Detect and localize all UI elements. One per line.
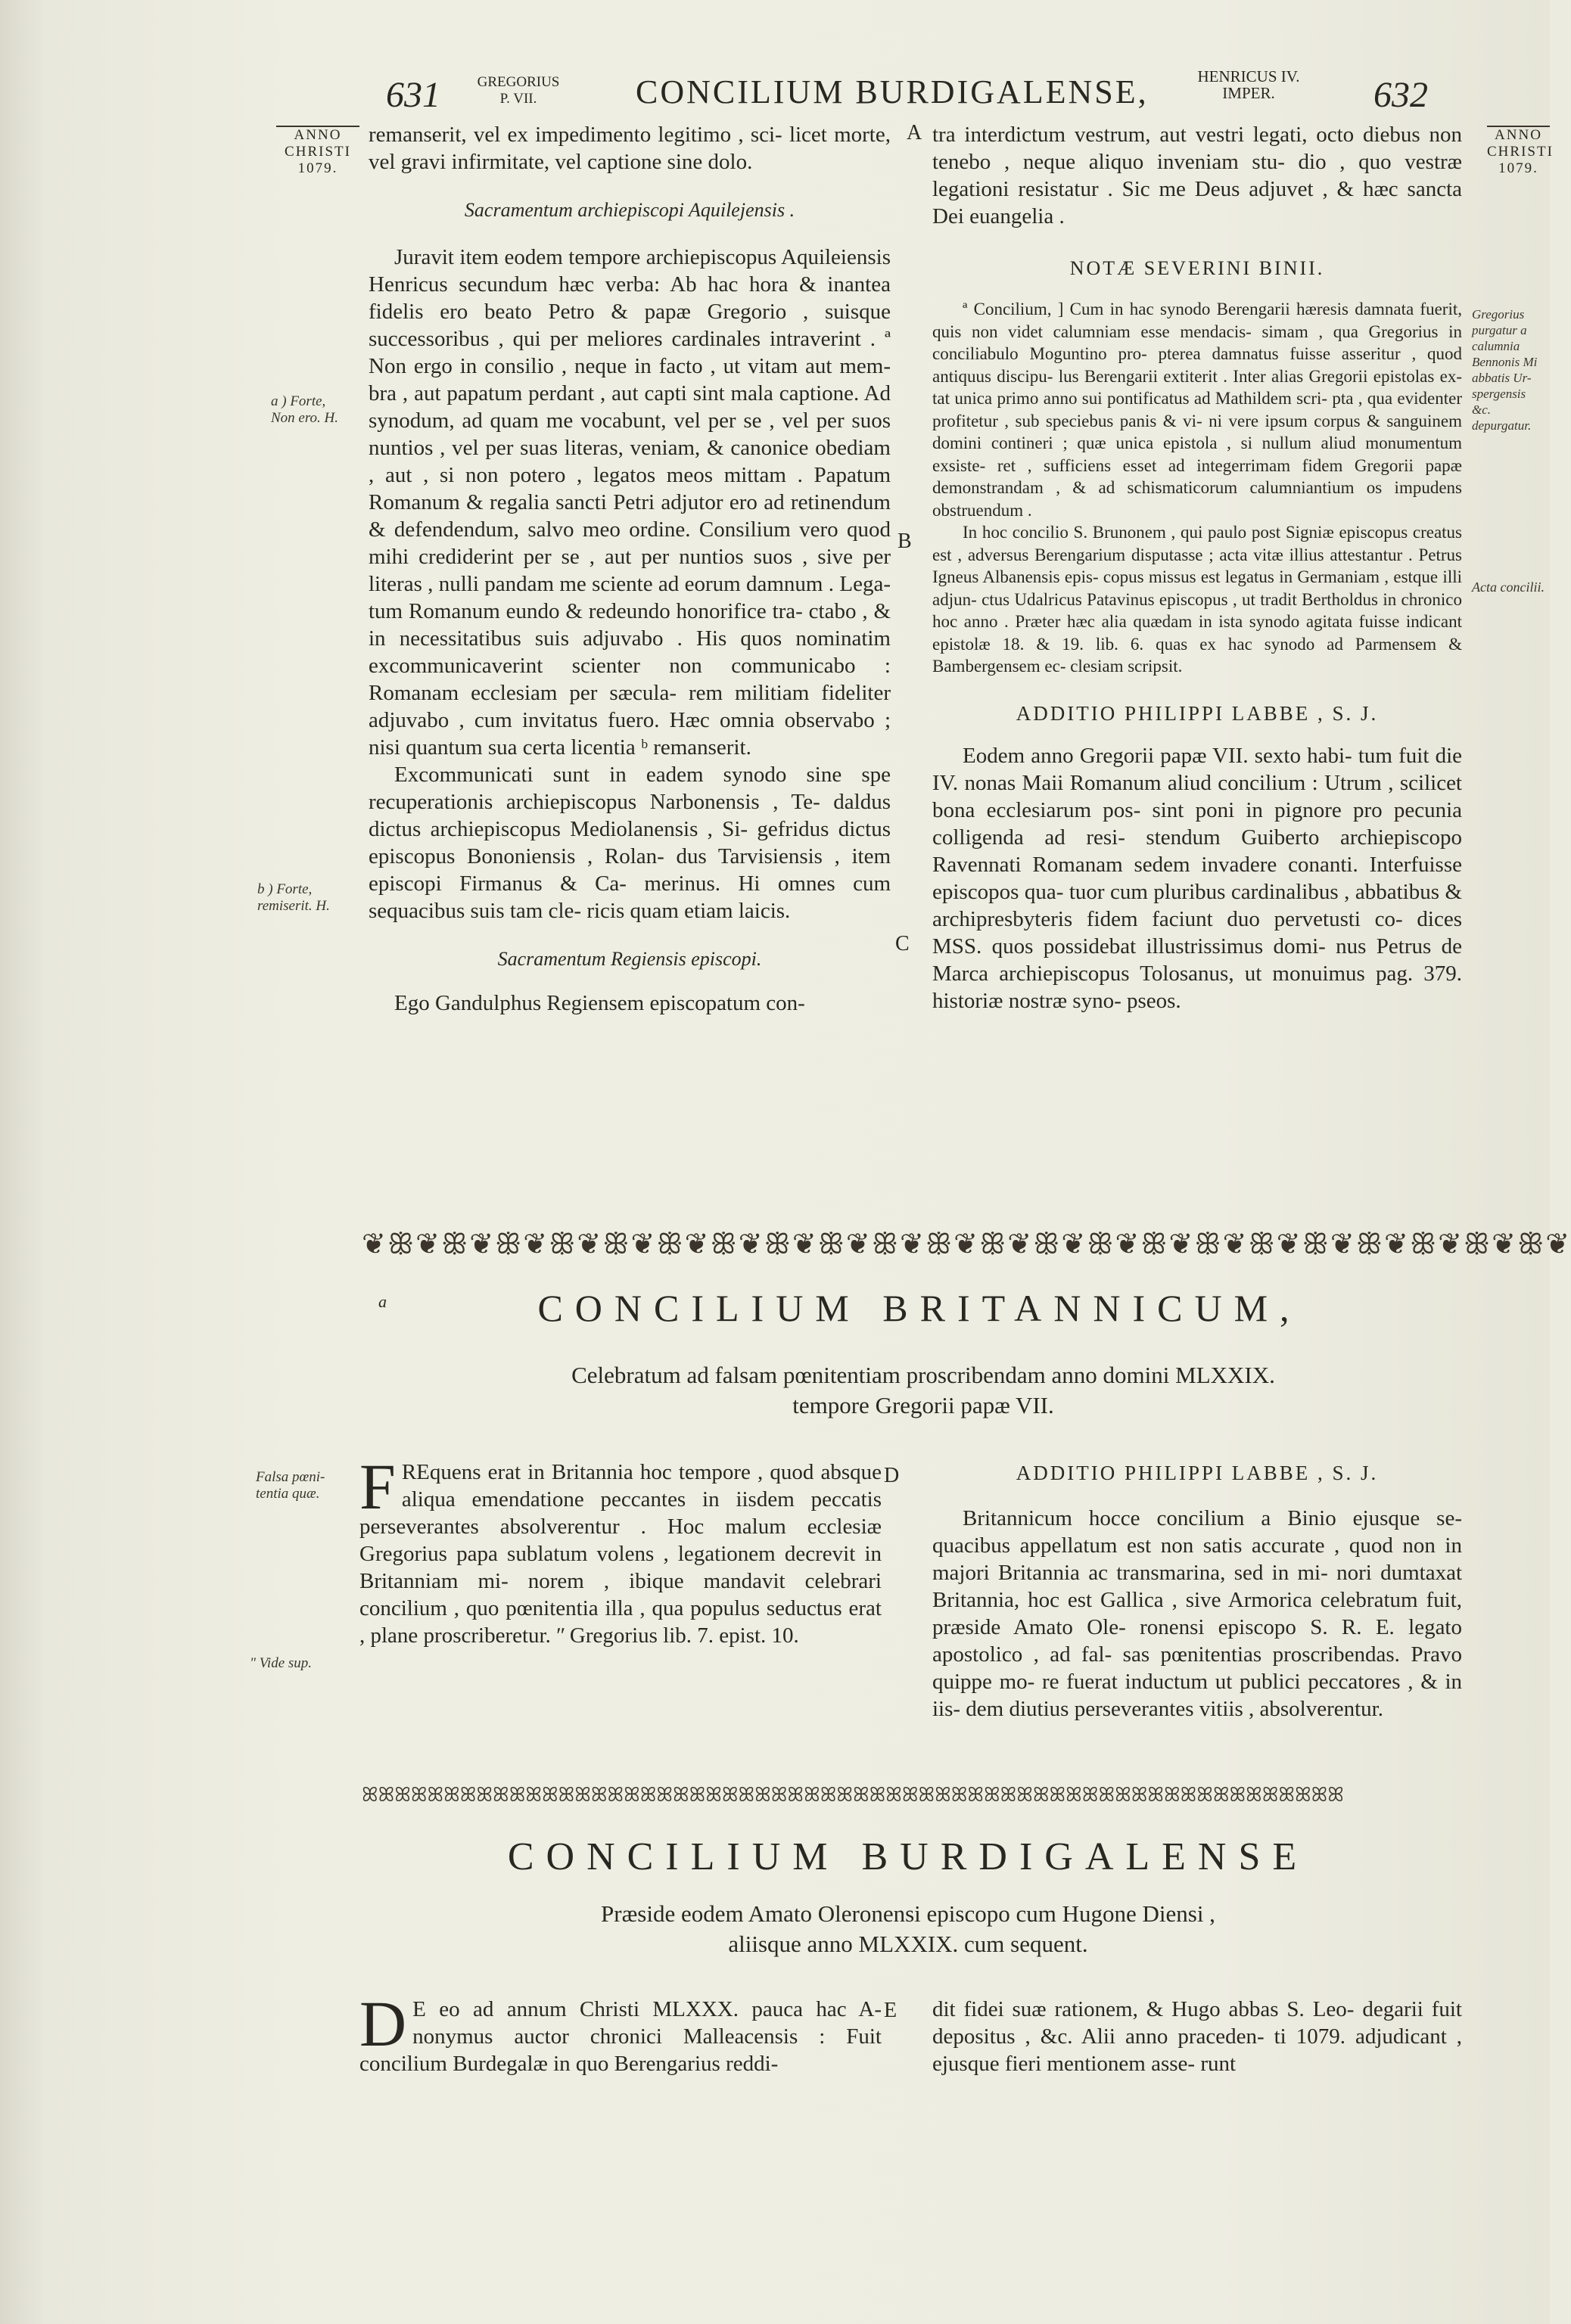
margin-note-a-1: a ) Forte, [271, 393, 326, 409]
margin-year-left-3: 1079. [297, 160, 338, 176]
left-para-4: Ego Gandulphus Regiensem episcopatum con- [394, 991, 805, 1015]
margin-note-b [257, 881, 363, 915]
page-number-left: 631 [386, 75, 440, 115]
left-column [369, 121, 891, 1017]
ornament-band-1: ❦ꕥ❦ꕥ❦ꕥ❦ꕥ❦ꕥ❦ꕥ❦ꕥ❦ꕥ❦ꕥ❦ꕥ❦ꕥ❦ꕥ❦ꕥ❦ꕥ❦ꕥ❦ꕥ❦ꕥ❦ꕥ❦ꕥ❦ꕥ❦ꕥ❦ꕥ❦ [362, 1227, 1571, 1260]
margin-note-b-2: remiserit. H. [257, 898, 330, 914]
britannicum-title: CONCILIUM BRITANNICUM, [537, 1287, 1302, 1329]
margin-year-right [1487, 126, 1554, 177]
dropcap-f: F [359, 1450, 396, 1523]
margin-note-b-1: b ) Forte, [257, 881, 313, 897]
left-heading-2: Sacramentum Regiensis episcopi. [497, 948, 762, 970]
margin-note-right-1a: Gregorius purgatur a calumnia [1472, 307, 1527, 353]
britannicum-subtitle [378, 1360, 1468, 1421]
britannicum-left-body: REquens erat in Britannia hoc tempore , quod absque aliqua emendatione peccantes in iisdem peccatis perseverantes absolverentur . Hoc malum ecclesiæ Gregorius papa sublatum volens , legationem decrevit in Britanniam mi- norem , ibique mandavit celebrari concilium , quo pœnitentia illa , qua populus seductus erat , plane proscriberetur. ʺ Gregorius lib. 7. epist. 10. [359, 1460, 882, 1648]
left-para-3: Excommunicati sunt in eadem synodo sine spe recuperationis archiepiscopus Narbonensis , Te- daldus dictus archiepiscopus Mediolanensis , Si- gefridus dictus episcopus Bononiensis , Rolan- dus Tarvisiensis , item episcopi Firmanus & Ca- merinus. Hi omnes cum sequacibus suis tam cle- ricis quam etiam laicis. [369, 763, 891, 923]
left-para-2: Juravit item eodem tempore archiepiscopus Aquileiensis Henricus secundum hæc verba: Ab hac hora & inantea fidelis ero beato Petro & papæ Gregorio , suisque successoribus , qui per meliores cardinales intraverint . ª Non ergo in consilio , neque in facto , ut vitam aut mem- bra , aut papatum perdant , aut capti sint mala captione. Ad synodum, ad quam me vocabunt, vel per se , vel per suos nuntios , vel per suas literas, veniam, & canonice obediam , aut , si non potero , legatos meos mittam . Papatum Romanum & regalia sancti Petri adjutor ero ad retinendum & defendendum, salvo meo ordine. Consilium vero quod mihi crediderint per se , aut per nuntios suos , sive per literas , nulli pandam me sciente ad eorum damnum . Lega- tum Romanum eundo & redeundo honorifice tra- ctabo , & in necessitatibus suis adjuvabo . His quos nominatim excommunicaverint scienter non communicabo : Romanam ecclesiam per sæcula- rem militiam fideliter adjuvabo , cum invitatus fuero. Hæc omnia observabo ; nisi quantum sua certa licentia ᵇ remanserit. [369, 245, 891, 760]
burdigalense-right-text: dit fidei suæ rationem, & Hugo abbas S. Leo- degarii fuit depositus , &c. Alii anno praceden- ti 1079. adjudicant , ejusque fieri mentionem asse- runt [932, 1997, 1462, 2076]
col-marker-d: D [884, 1464, 900, 1487]
ornament-band-2: ꕤꕤꕤꕤꕤꕤꕤꕤꕤꕤꕤꕤꕤꕤꕤꕤꕤꕤꕤꕤꕤꕤꕤꕤꕤꕤꕤꕤꕤꕤꕤꕤꕤꕤꕤꕤꕤꕤꕤꕤꕤꕤꕤꕤꕤꕤꕤꕤꕤꕤꕤꕤꕤꕤꕤꕤꕤꕤꕤꕤ [362, 1784, 1344, 1807]
burdigalense-subtitle-1: Præside eodem Amato Oleronensi episcopo cum Hugone Diensi , [601, 1900, 1215, 1927]
burdigalense-subtitle [348, 1899, 1468, 1959]
right-para-1: tra interdictum vestrum, aut vestri legati, octo diebus non tenebo , neque aliquo inveniam stu- dio , quo vestræ legationi resistatur . Sic me Deus adjuvet , & hæc sancta Dei euangelia . [932, 123, 1462, 228]
burdigalense-left-body: E eo ad annum Christi MLXXX. pauca hac A- nonymus auctor chronici Malleacensis : Fuit concilium Burdegalæ in quo Berengarius reddi- [359, 1997, 882, 2076]
additio-heading-2: ADDITIO PHILIPPI LABBE , S. J. [1016, 1462, 1379, 1484]
dropcap-d: D [359, 1987, 407, 2060]
page-number-right: 632 [1373, 75, 1428, 115]
margin-note-falsa-1: Falsa pœni- [256, 1469, 325, 1485]
margin-year-left [276, 126, 359, 177]
britannicum-right-text: Britannicum hocce concilium a Binio ejusque se- quacibus appellatum est non satis accurate , quod non in majori Britannia ac transmarina, sed in mi- nori dumtaxat Britannia, hoc est Gallica , sive Armorica celebratum fuit, præside Amato Ole- ronensi episcopo S. R. E. legato apostolico , ad fal- sas pœnitentias proscribendas. Pravo quippe mo- re fuerat inductum ut publici peccatores , & in iis- dem diutius perseverantes vitiis , absolverentur. [932, 1506, 1462, 1721]
left-heading-1: Sacramentum archiepiscopi Aquilejensis . [464, 199, 795, 221]
header-right-label-2: IMPER. [1222, 84, 1275, 102]
margin-note-right-2: Acta concilii. [1472, 579, 1545, 595]
additio-para-1: Eodem anno Gregorii papæ VII. sexto habi- tum fuit die IV. nonas Maii Romanum aliud concilium : Utrum , scilicet bona ecclesiarum pos- sint poni in pignore pro pecunia colligenda ad resi- stendum Guiberto archiepiscopo Ravennati Romanam sedem invadere conanti. Interfuisse episcopos qua- tuor cum pluribus cardinalibus , abbatibus & archipresbyteris fidem faciunt duo pervetusti co- dices MSS. quos possidebat illustrissimus domi- nus Petrus de Marca archiepiscopus Tolosanus, ut monuimus pag. 379. historiæ nostræ syno- psеos. [932, 743, 1462, 1013]
header-left-label [477, 74, 560, 107]
header-left-label-2: P. VII. [499, 91, 537, 107]
britannicum-right-column [932, 1462, 1462, 1723]
margin-year-right-2: CHRISTI [1487, 144, 1554, 160]
britannicum-left-text [359, 1450, 882, 1649]
britannicum-subtitle-1: Celebratum ad falsam pœnitentiam proscribendam anno domini MLXXIX. [571, 1362, 1275, 1388]
margin-note-right-1 [1472, 306, 1548, 433]
col-marker-a: A [907, 121, 922, 144]
margin-note-right-1b: Bennonis Mi abbatis Ur- spergensis &c. depurgatur. [1472, 355, 1538, 433]
notes-block [932, 298, 1462, 678]
col-marker-c: C [895, 932, 910, 955]
margin-year-right-1: ANNO [1487, 126, 1550, 144]
margin-note-vide: ʺ Vide sup. [250, 1655, 313, 1671]
additio-heading-1: ADDITIO PHILIPPI LABBE , S. J. [1016, 701, 1379, 725]
col-marker-e: E [884, 1999, 897, 2022]
margin-year-right-3: 1079. [1498, 160, 1538, 176]
notes-heading: NOTÆ SEVERINI BINII. [1069, 257, 1325, 279]
margin-note-a [271, 393, 369, 427]
header-right-label-1: HENRICUS IV. [1197, 67, 1300, 85]
right-column [932, 121, 1462, 1014]
burdigalense-title: CONCILIUM BURDIGALENSE [507, 1835, 1309, 1878]
margin-note-a-2: Non ero. H. [271, 410, 339, 426]
britannicum-prefix: a [378, 1292, 387, 1311]
margin-note-falsa [256, 1469, 354, 1502]
britannicum-subtitle-2: tempore Gregorii papæ VII. [792, 1392, 1054, 1418]
col-marker-b: B [897, 530, 912, 553]
margin-year-left-2: CHRISTI [285, 144, 351, 160]
running-title: CONCILIUM BURDIGALENSE, [636, 73, 1149, 110]
margin-note-falsa-2: tentia quæ. [256, 1486, 320, 1502]
notes-para-1: ª Concilium, ] Cum in hac synodo Berengarii hæresis damnata fuerit, quis non videt calumniam esse mendacis- simam , qua Gregorius in conciliabulo Moguntino pro- ptereа damnatus fuisse asseritur , quod antiquus discipu- lus Berengarii extiterit . Inter alias Gregorii epistolas ex- tat unica primo anno sui pontificatus ad Mathildem scri- pta , qua evidenter profitetur , sub speciebus panis & vi- ni vere ipsum corpus & sanguinem domini contineri ; quæ unica epistola , si nullum aliud monumentum exsiste- ret , sufficiens esset ad integerrimam fidem Gregorii papæ demonstrandam , & ad schismaticorum calumniantium os impudens obstruendum . [932, 300, 1462, 520]
notes-para-2: In hoc concilio S. Brunonem , qui paulo post Signiæ episcopus creatus est , adversus Berengarium disputasse ; acta vitæ illius attestantur . Petrus Igneus Albanensis epis- copus missus est legatus in Germaniam , estque illi adjun- ctus Udalricus Patavinus episcopus , ut tradit Bertholdus in chronico hoc anno . Præter hæc alia quædam in ista synodo agitata fuisse indicant epistolæ 18. & 19. lib. 6. quas ex hac synodo ad Parmensem & Bambergensem ec- clesiam scripsit. [932, 523, 1462, 676]
header-right-label [1184, 68, 1313, 101]
burdigalense-subtitle-2: aliisque anno MLXXIX. cum sequent. [728, 1931, 1088, 1957]
header-left-label-1: GREGORIUS [477, 74, 560, 90]
margin-year-left-1: ANNO [276, 126, 359, 144]
burdigalense-left-text [359, 1987, 882, 2077]
left-para-1: remanserit, vel ex impedimento legitimo , sci- licet morte, vel gravi infirmitate, vel captione sine dolo. [369, 123, 891, 174]
